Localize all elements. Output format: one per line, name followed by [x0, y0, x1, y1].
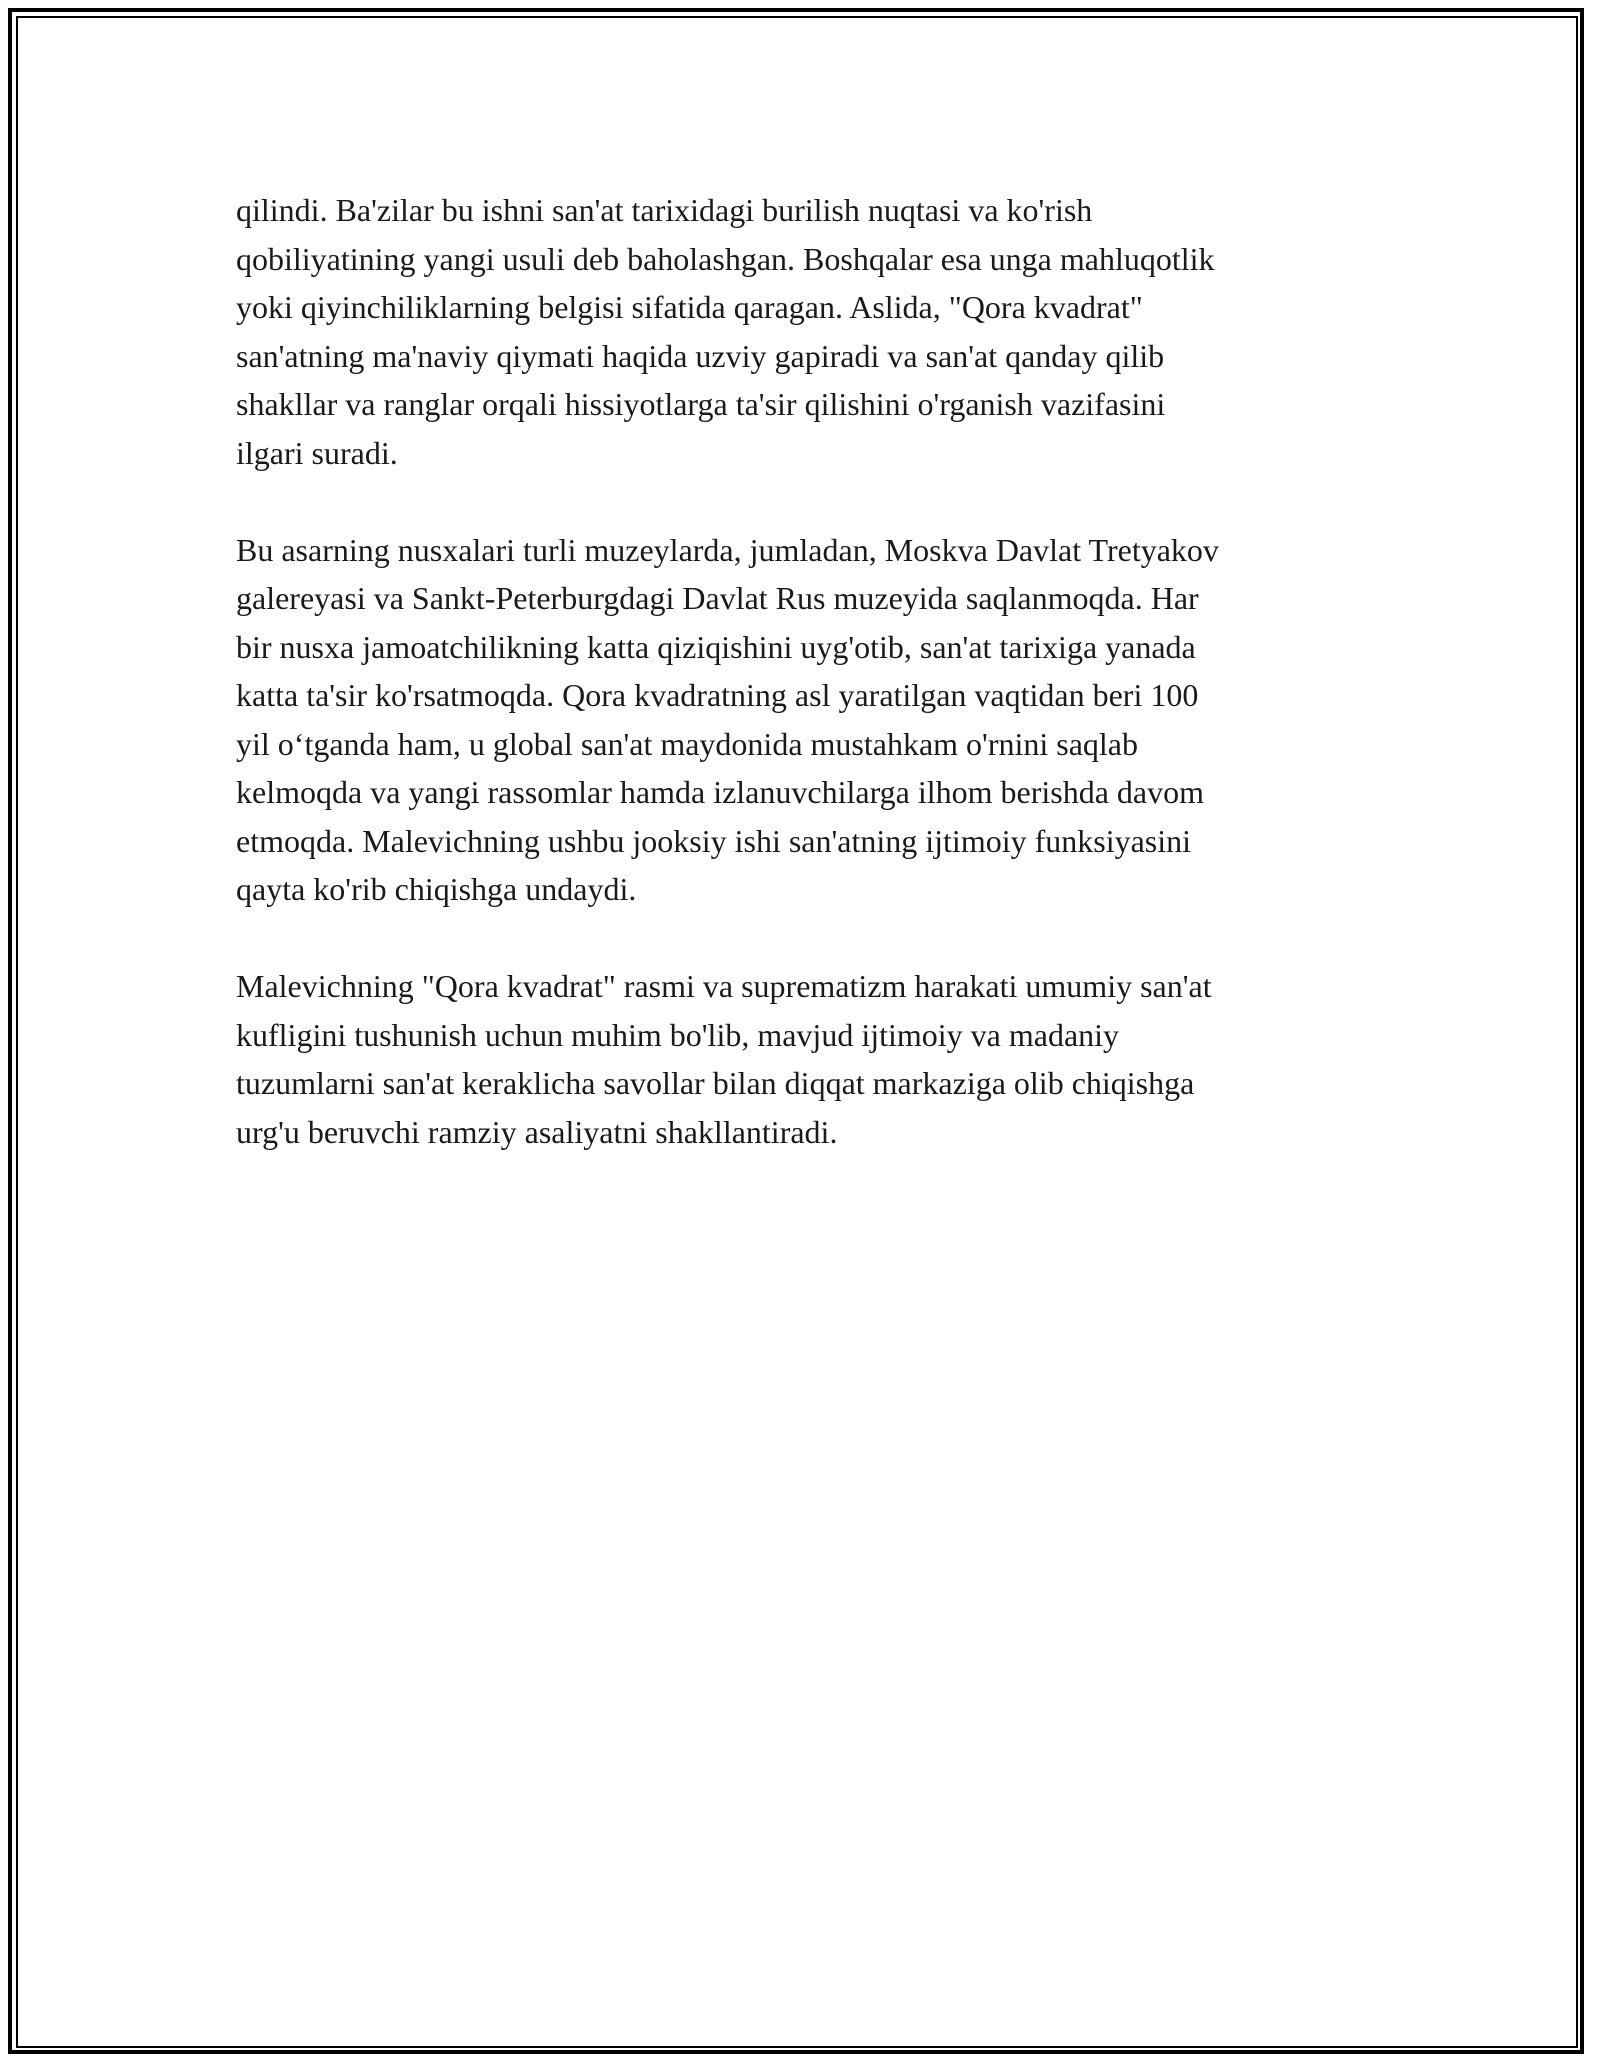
- text-line: galereyasi va Sankt-Peterburgdagi Davlat Rus muzeyida saqlanmoqda. Har: [236, 580, 1199, 616]
- text-line: bir nusxa jamoatchilikning katta qiziqishini uyg'otib, san'at tarixiga yanada: [236, 628, 1196, 665]
- text-line: qayta ko'rib chiqishga undaydi.: [236, 871, 637, 907]
- text-line: shakllar va ranglar orqali hissiyotlarga ta'sir qilishini o'rganish vazifasini: [236, 386, 1166, 422]
- text-line: tuzumlarni san'at keraklicha savollar bilan diqqat markaziga olib chiqishga: [236, 1065, 1195, 1101]
- text-line: san'atning ma'naviy qiymati haqida uzviy gapiradi va san'at qanday qilib: [236, 337, 1165, 374]
- text-line: qilindi. Ba'zilar bu ishni san'at tarixidagi burilish nuqtasi va ko'rish: [236, 192, 1093, 228]
- text-line: yil o‘tganda ham, u global san'at maydonida mustahkam o'rnini saqlab: [236, 725, 1138, 762]
- document-body: [236, 186, 1376, 1205]
- text-line: qobiliyatining yangi usuli deb baholashgan. Boshqalar esa unga mahluqotlik: [236, 240, 1215, 277]
- text-line: katta ta'sir ko'rsatmoqda. Qora kvadratning asl yaratilgan vaqtidan beri 100: [236, 677, 1199, 713]
- text-line: yoki qiyinchiliklarning belgisi sifatida qaragan. Aslida, "Qora kvadrat": [236, 289, 1143, 325]
- paragraph-2: [236, 526, 1376, 914]
- text-line: kelmoqda va yangi rassomlar hamda izlanuvchilarga ilhom berishda davom: [236, 774, 1205, 810]
- text-line: Malevichning "Qora kvadrat" rasmi va suprematizm harakati umumiy san'at: [236, 968, 1212, 1004]
- text-line: etmoqda. Malevichning ushbu jooksiy ishi san'atning ijtimoiy funksiyasini: [236, 822, 1192, 859]
- text-line: Bu asarning nusxalari turli muzeylarda, jumladan, Moskva Davlat Tretyakov: [236, 531, 1219, 568]
- text-line: urg'u beruvchi ramziy asaliyatni shakllantiradi.: [236, 1113, 838, 1150]
- text-line: kufligini tushunish uchun muhim bo'lib, mavjud ijtimoiy va madaniy: [236, 1016, 1120, 1053]
- text-line: ilgari suradi.: [236, 434, 398, 471]
- paragraph-3: [236, 962, 1376, 1156]
- paragraph-1: [236, 186, 1376, 477]
